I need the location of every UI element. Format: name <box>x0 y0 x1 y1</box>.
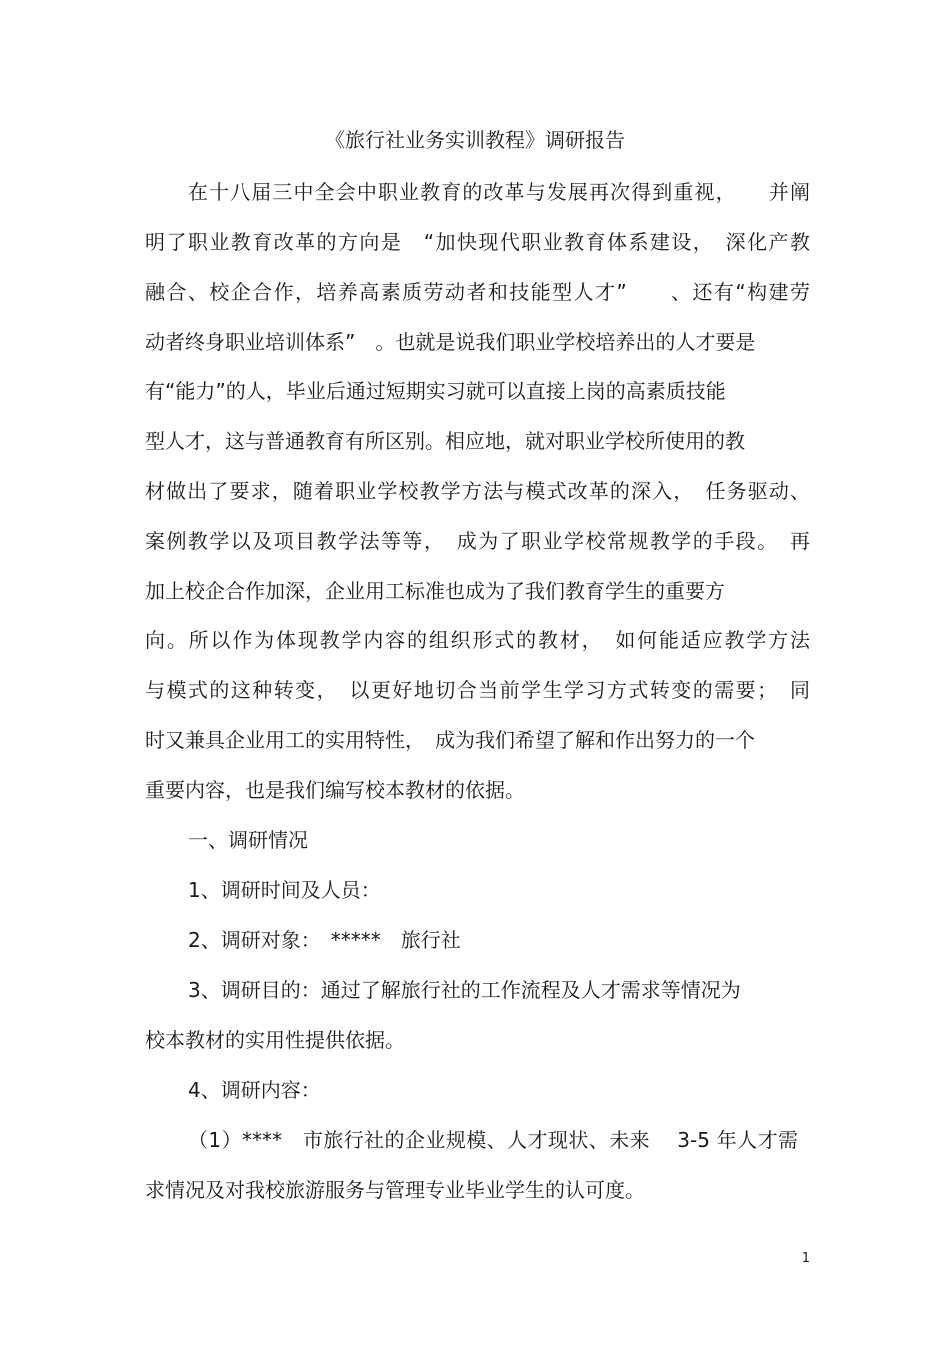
paragraph-line: 加上校企合作加深，企业用工标准也成为了我们教育学生的重要方 <box>145 579 725 603</box>
section-heading: 一、调研情况 <box>188 828 308 852</box>
paragraph-line: 求情况及对我校旅游服务与管理专业毕业学生的认可度。 <box>145 1178 645 1202</box>
paragraph-line: 校本教材的实用性提供依据。 <box>145 1028 405 1052</box>
paragraph-line: 时又兼具企业用工的实用特性， 成为我们希望了解和作出努力的一个 <box>145 728 755 752</box>
list-item: 2、调研对象： ***** 旅行社 <box>188 928 461 952</box>
paragraph-line: 在十八届三中全会中职业教育的改革与发展再次得到重视， 并阐 <box>188 180 810 204</box>
paragraph-line: 材做出了要求，随着职业学校教学方法与模式改革的深入， 任务驱动、 <box>145 479 810 503</box>
paragraph-line: 明了职业教育改革的方向是 “加快现代职业教育体系建设， 深化产教 <box>145 230 810 254</box>
sub-list-item: （1）**** 市旅行社的企业规模、人才现状、未来 3-5 年人才需 <box>188 1128 798 1152</box>
document-title: 《旅行社业务实训教程》调研报告 <box>325 128 625 152</box>
paragraph-line: 融合、校企合作，培养高素质劳动者和技能型人才” 、还有“构建劳 <box>145 280 810 304</box>
list-item: 3、调研目的：通过了解旅行社的工作流程及人才需求等情况为 <box>188 978 741 1002</box>
paragraph-line: 向。所以作为体现教学内容的组织形式的教材， 如何能适应教学方法 <box>145 628 810 652</box>
paragraph-line: 动者终身职业培训体系” 。也就是说我们职业学校培养出的人才要是 <box>145 330 756 354</box>
paragraph-line: 案例教学以及项目教学法等等， 成为了职业学校常规教学的手段。 再 <box>145 529 810 553</box>
page-number: 1 <box>801 1251 810 1266</box>
paragraph-line: 重要内容，也是我们编写校本教材的依据。 <box>145 778 525 802</box>
list-item: 4、调研内容： <box>188 1078 321 1102</box>
paragraph-line: 与模式的这种转变， 以更好地切合当前学生学习方式转变的需要； 同 <box>145 678 810 702</box>
paragraph-line: 有“能力”的人，毕业后通过短期实习就可以直接上岗的高素质技能 <box>145 379 726 403</box>
paragraph-line: 型人才，这与普通教育有所区别。相应地，就对职业学校所使用的教 <box>145 429 745 453</box>
list-item: 1、调研时间及人员： <box>188 878 381 902</box>
